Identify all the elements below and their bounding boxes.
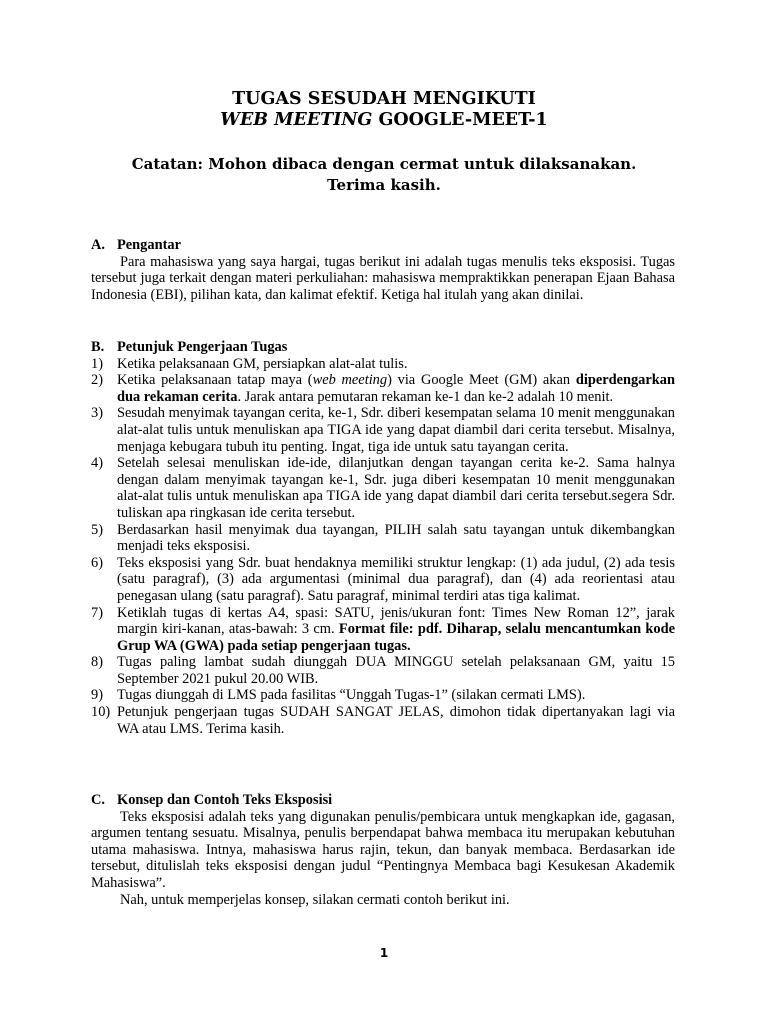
instruction-text: Format file: pdf. Diharap, selalu mencantumkan kode Grup WA (GWA) pada setiap pengerjaan tugas. xyxy=(117,621,675,654)
instruction-number: 9) xyxy=(91,687,103,704)
instruction-text: web meeting xyxy=(312,372,388,389)
title-rest-part: GOOGLE-MEET-1 xyxy=(372,110,548,130)
instruction-item xyxy=(91,555,675,605)
instruction-item xyxy=(91,605,675,655)
section-title: Konsep dan Contoh Teks Eksposisi xyxy=(117,792,333,808)
instruction-item xyxy=(91,687,675,704)
section-c-heading xyxy=(91,792,675,809)
instruction-number: 7) xyxy=(91,604,103,621)
title-line-2 xyxy=(0,110,768,131)
instruction-item xyxy=(91,654,675,687)
instruction-text: ) via Google Meet (GM) akan xyxy=(387,372,576,389)
instruction-number: 3) xyxy=(91,405,103,422)
instruction-item xyxy=(91,522,675,555)
section-a xyxy=(91,237,675,303)
instruction-text: diperdengarkan dua rekaman cerita xyxy=(117,372,675,405)
note-line-2: Terima kasih. xyxy=(327,176,441,194)
instruction-text: Ketiklah tugas di kertas A4, spasi: SATU, jenis/ukuran font: Times New Roman 12”, jarak margin kiri-kanan, atas-bawah: 3 cm. xyxy=(117,604,675,638)
instruction-item xyxy=(91,455,675,521)
section-letter: A. xyxy=(91,237,105,253)
instruction-text: Ketika pelaksanaan tatap maya ( xyxy=(117,372,313,389)
title-italic-part: WEB MEETING xyxy=(220,110,373,130)
instruction-text: Setelah selesai menuliskan ide-ide, dilanjutkan dengan tayangan cerita ke-2. Sama halnya dengan dalam menyimak tayangan ke-1, Sdr. juga diberi kesempatan 10 menit menggunakan alat-alat tulis untuk menuliskan apa TIGA ide yang dapat diambil dari cerita tersebut.segera Sdr. tuliskan apa ringkasan ide cerita tersebut. xyxy=(117,455,675,521)
instruction-list xyxy=(91,356,675,738)
document-title xyxy=(0,89,768,131)
instruction-number: 4) xyxy=(91,455,103,472)
instruction-item xyxy=(91,704,675,737)
instruction-number: 1) xyxy=(91,355,103,372)
section-b xyxy=(91,339,675,737)
instruction-text: Berdasarkan hasil menyimak dua tayangan, PILIH salah satu tayangan untuk dikembangkan menjadi teks eksposisi. xyxy=(117,521,675,555)
instruction-text: Petunjuk pengerjaan tugas SUDAH SANGAT JELAS, dimohon tidak dipertanyakan lagi via WA atau LMS. Terima kasih. xyxy=(117,704,675,737)
section-title: Pengantar xyxy=(117,237,181,253)
section-c-paragraph-2: Nah, untuk memperjelas konsep, silakan cermati contoh berikut ini. xyxy=(120,891,510,908)
instruction-item xyxy=(91,356,675,373)
section-title: Petunjuk Pengerjaan Tugas xyxy=(117,339,288,355)
document-note xyxy=(0,154,768,196)
instruction-text: Teks eksposisi yang Sdr. buat hendaknya memiliki struktur lengkap: (1) ada judul, (2) ada tesis (satu paragraf), (3) ada argumentasi (minimal dua paragraf), dan (4) ada reorientasi atau penegasan ulang (satu paragraf). Satu paragraf, minimal terdiri atas tiga kalimat. xyxy=(117,554,675,604)
instruction-number: 2) xyxy=(91,372,103,389)
instruction-item xyxy=(91,372,675,405)
section-letter: C. xyxy=(91,792,105,808)
title-line-1: TUGAS SESUDAH MENGIKUTI xyxy=(232,89,536,109)
section-a-heading xyxy=(91,237,675,254)
section-b-heading xyxy=(91,339,675,356)
instruction-text: . Jarak antara pemutaran rekaman ke-1 dan ke-2 adalah 10 menit. xyxy=(237,388,614,405)
instruction-item xyxy=(91,405,675,455)
instruction-number: 6) xyxy=(91,554,103,571)
note-line-1: Catatan: Mohon dibaca dengan cermat untuk dilaksanakan. xyxy=(131,155,637,173)
instruction-number: 10) xyxy=(91,704,111,721)
page-number: 1 xyxy=(379,946,389,960)
section-a-paragraph: Para mahasiswa yang saya hargai, tugas berikut ini adalah tugas menulis teks eksposisi. Tugas tersebut juga terkait dengan materi perkuliahan: mahasiswa mempraktikkan penerapan Ejaan Bahasa Indonesia (EBI), pilihan kata, dan kalimat efektif. Ketiga hal itulah yang akan dinilai. xyxy=(91,253,675,303)
instruction-number: 8) xyxy=(91,654,103,671)
instruction-number: 5) xyxy=(91,521,103,538)
instruction-text: Sesudah menyimak tayangan cerita, ke-1, Sdr. diberi kesempatan selama 10 menit menggunakan alat-alat tulis untuk menuliskan apa TIGA ide yang dapat diambil dari cerita tersebut. Misalnya, menjaga kebugara tubuh itu penting. Ingat, tiga ide untuk satu tayangan cerita. xyxy=(117,405,675,455)
section-letter: B. xyxy=(91,339,105,355)
section-c xyxy=(91,792,675,908)
instruction-text: Tugas paling lambat sudah diunggah DUA MINGGU setelah pelaksanaan GM, yaitu 15 September 2021 pukul 20.00 WIB. xyxy=(117,654,675,687)
instruction-text: Tugas diunggah di LMS pada fasilitas “Unggah Tugas-1” (silakan cermati LMS). xyxy=(117,687,586,704)
section-c-paragraph-1: Teks eksposisi adalah teks yang digunakan penulis/pembicara untuk mengkapkan ide, gagasan, argumen tentang sesuatu. Misalnya, penulis berpendapat bahwa membaca itu merupakan kebutuhan utama mahasiswa. Intnya, mahasiswa harus rajin, tekun, dan banyak membaca. Berdasarkan ide tersebut, ditulislah teks eksposisi dengan judul “Pentingnya Membaca bagi Kesukesan Akademik Mahasiswa”. xyxy=(91,808,675,891)
instruction-text: Ketika pelaksanaan GM, persiapkan alat-alat tulis. xyxy=(117,355,408,372)
